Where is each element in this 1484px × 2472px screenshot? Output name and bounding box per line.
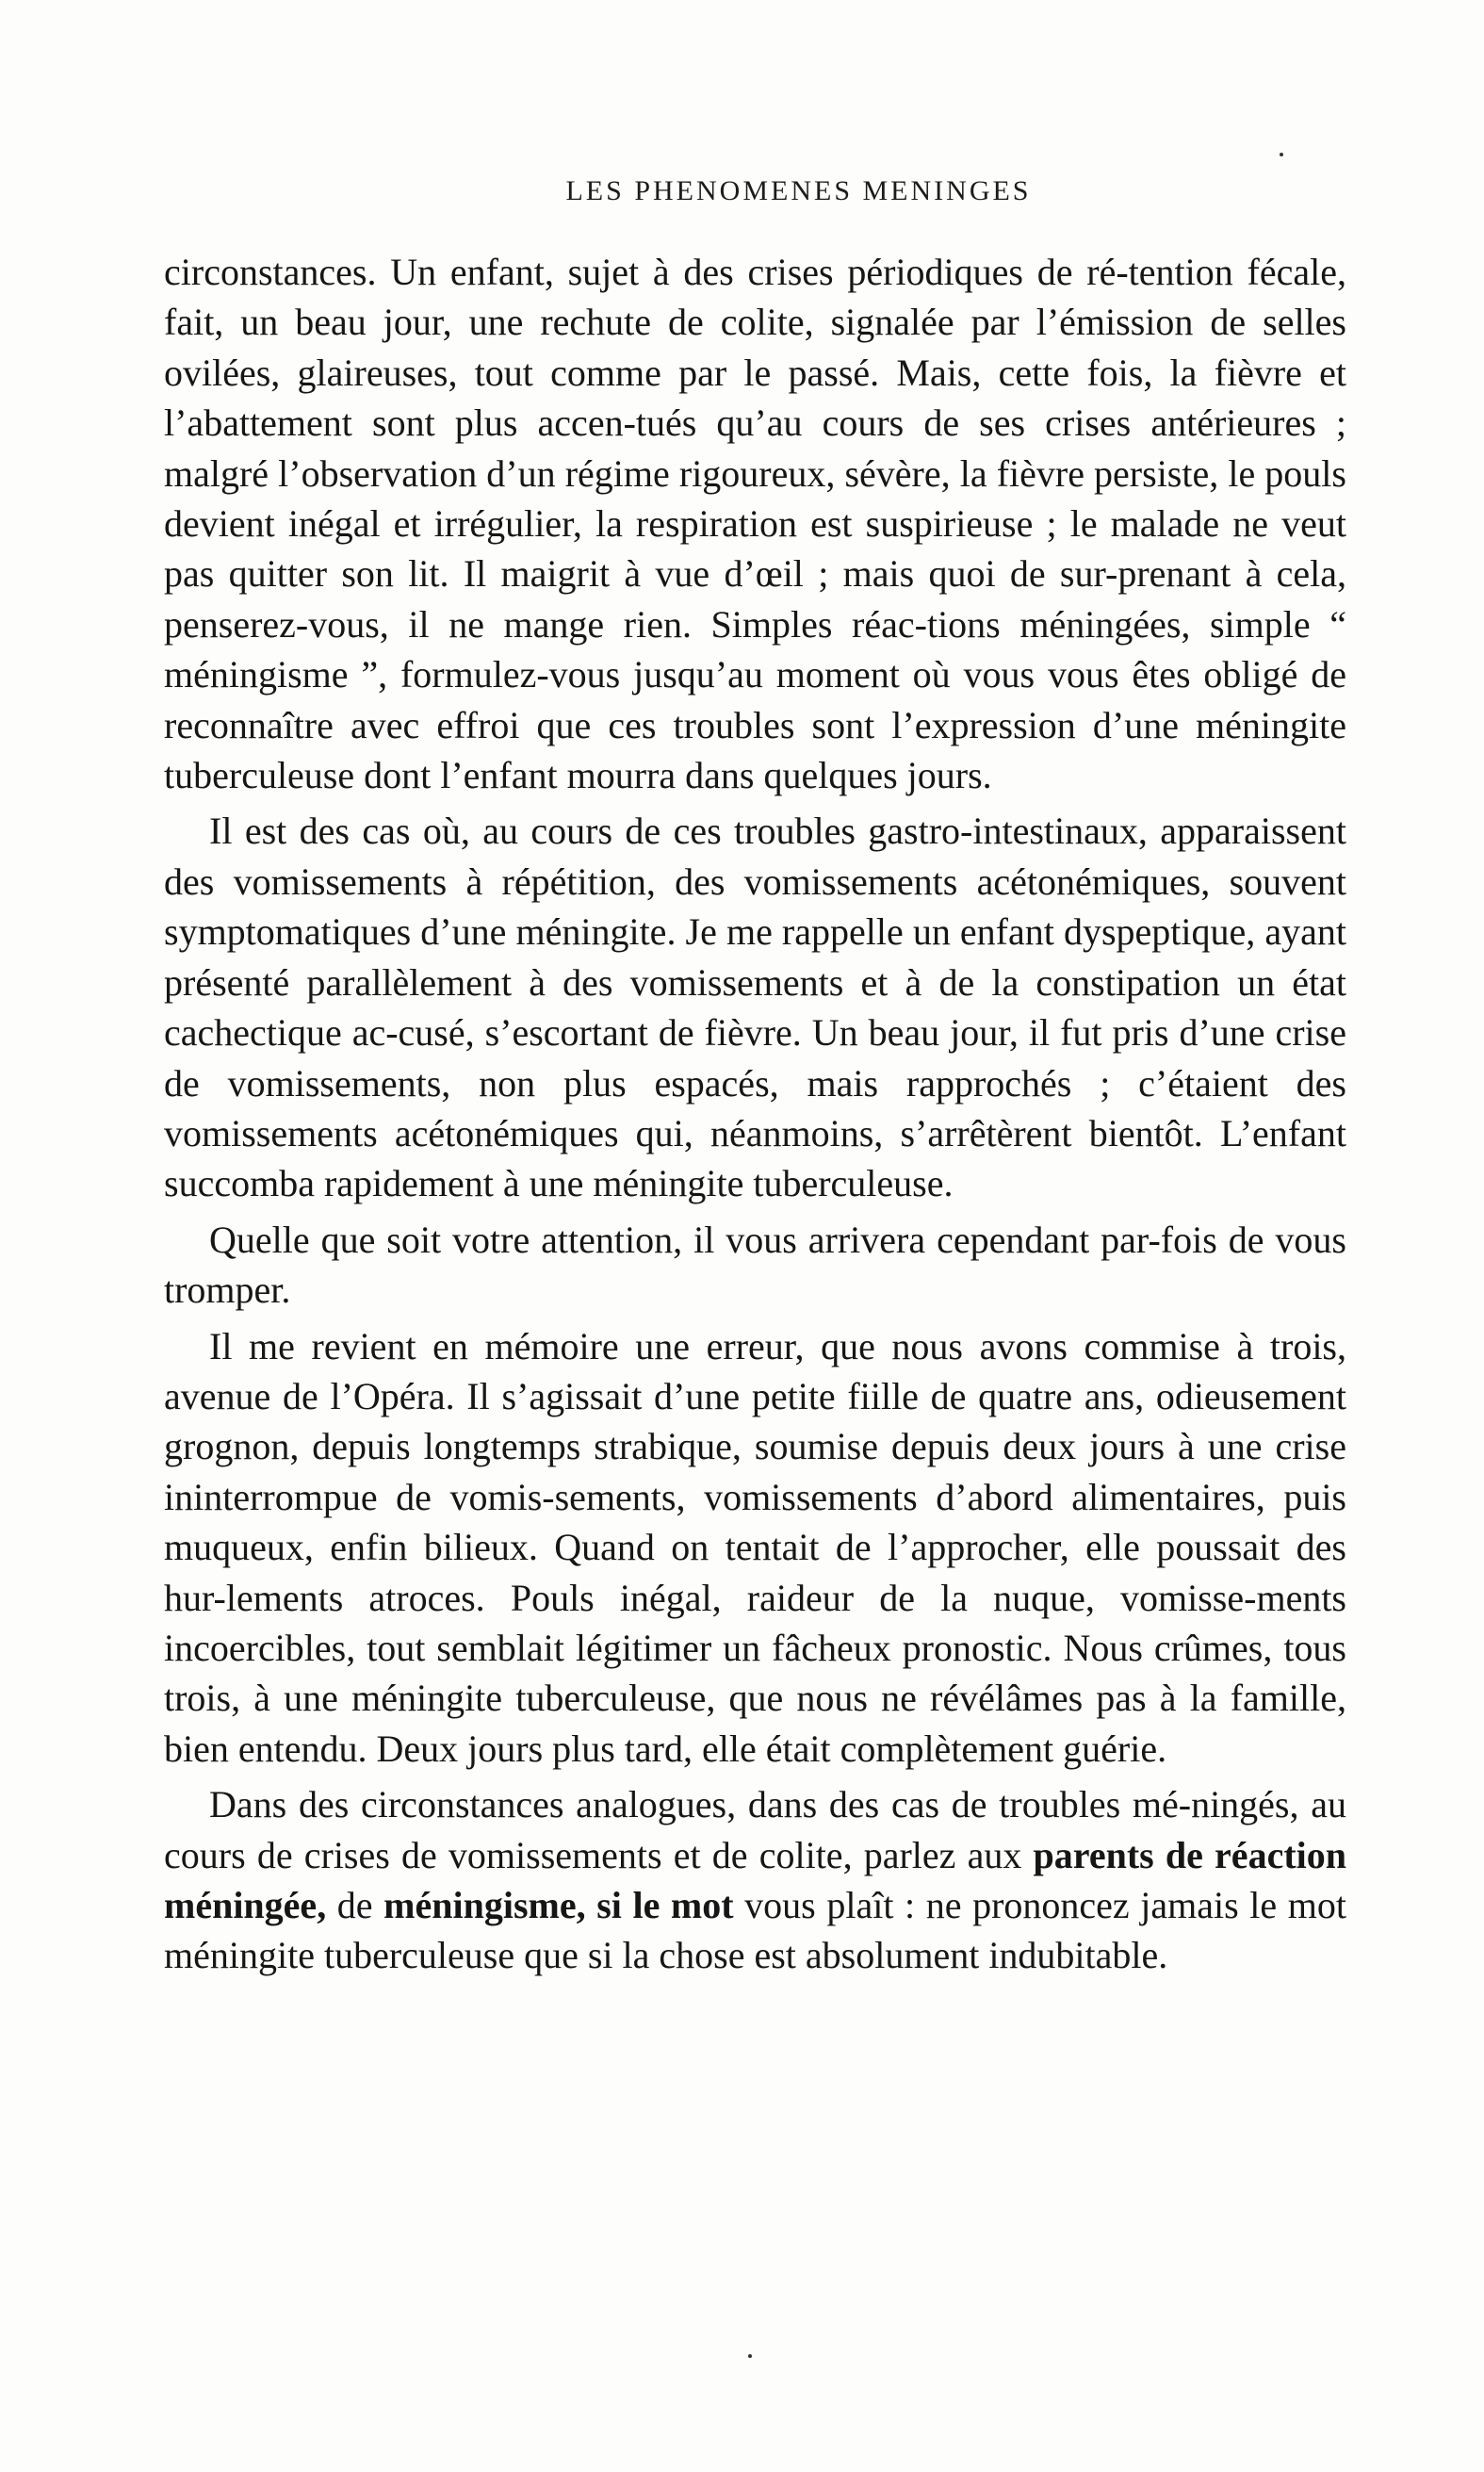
paragraph-5-part-1: Dans des circonstances analogues, dans des cas de troubles mé-ningés, au cours de crises de vomissements et de colite, parlez aux — [164, 1783, 1346, 1876]
paragraph-5 — [164, 1779, 1346, 1981]
paragraph-5-bold-1: parents de réaction méningée, — [164, 1833, 1346, 1926]
ink-speck — [748, 2354, 752, 2358]
paragraph-3: Quelle que soit votre attention, il vous arrivera cependant par-fois de vous tromper. — [164, 1218, 1346, 1312]
paragraph-4: Il me revient en mémoire une erreur, que nous avons commise à trois, avenue de l’Opéra. Il s’agissait d’une petite fiille de quatre ans, odieusement grognon, depuis longtemps strabique, soumise depuis deux jours à une crise ininterrompue de vomis-sements, vomissements d’abord alimentaires, puis muqueux, enfin bilieux. Quand on tentait de l’approcher, elle poussait des hur-lements atroces. Pouls inégal, raideur de la nuque, vomisse-ments incoercibles, tout semblait légitimer un fâcheux pronostic. Nous crûmes, tous trois, à une méningite tuberculeuse, que nous ne révélâmes pas à la famille, bien entendu. Deux jours plus tard, elle était complètement guérie. — [164, 1324, 1346, 1770]
paragraph-1: circonstances. Un enfant, sujet à des crises périodiques de ré-tention fécale, fait, un beau jour, une rechute de colite, signalée par l’émission de selles ovilées, glaireuses, tout comme par le passé. Mais, cette fois, la fièvre et l’abattement sont plus accen-tués qu’au cours de ses crises antérieures ; malgré l’observation d’un régime rigoureux, sévère, la fièvre persiste, le pouls devient inégal et irrégulier, la respiration est suspirieuse ; le malade ne veut pas quitter son lit. Il maigrit à vue d’œil ; mais quoi de sur-prenant à cela, penserez-vous, il ne mange rien. Simples réac-tions méningées, simple “ méningisme ”, formulez-vous jusqu’au moment où vous vous êtes obligé de reconnaître avec effroi que ces troubles sont l’expression d’une méningite tuberculeuse dont l’enfant mourra dans quelques jours. — [164, 251, 1346, 797]
paragraph-5-part-2: de — [326, 1884, 384, 1926]
paragraph-5-part-3: vous plaît : ne prononcez jamais le mot méningite tuberculeuse que si la chose est absolument indubitable. — [164, 1884, 1346, 1977]
paragraph-5-bold-2: méningisme, si le mot — [383, 1884, 734, 1926]
ink-speck — [1280, 153, 1283, 156]
page-body — [164, 247, 1346, 1987]
paragraph-2: Il est des cas où, au cours de ces troubles gastro-intestinaux, apparaissent des vomissements à répétition, des vomissements acétonémiques, souvent symptomatiques d’une méningite. Je me rappelle un enfant dyspeptique, ayant présenté parallèlement à des vomissements et à de la constipation un état cachectique ac-cusé, s’escortant de fièvre. Un beau jour, il fut pris d’une crise de vomissements, non plus espacés, mais rapprochés ; c’étaient des vomissements acétonémiques qui, néanmoins, s’arrêtèrent bientôt. L’enfant succomba rapidement à une méningite tuberculeuse. — [164, 810, 1346, 1205]
running-head: LES PHENOMENES MENINGES — [565, 175, 1032, 206]
